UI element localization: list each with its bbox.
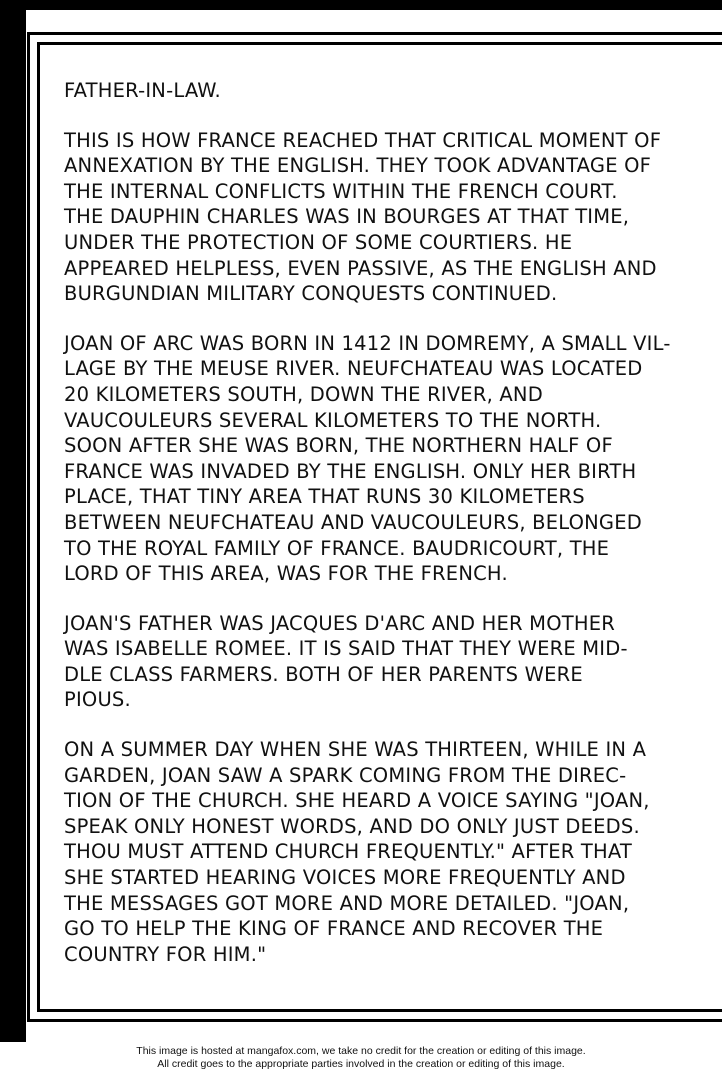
left-black-band xyxy=(0,0,26,1042)
text-line: PLACE, THAT TINY AREA THAT RUNS 30 KILOMETERS xyxy=(64,485,585,509)
paragraph-3 xyxy=(64,331,694,587)
text-line: SPEAK ONLY HONEST WORDS, AND DO ONLY JUST DEEDS. xyxy=(64,814,640,838)
text-line: PIOUS. xyxy=(64,688,131,712)
text-line: ANNEXATION BY THE ENGLISH. THEY TOOK ADVANTAGE OF xyxy=(64,154,652,178)
narrative-text xyxy=(64,78,694,991)
text-line: GO TO HELP THE KING OF FRANCE AND RECOVER THE xyxy=(64,917,604,941)
text-line: COUNTRY FOR HIM." xyxy=(64,942,267,966)
text-line: WAS ISABELLE ROMEE. IT IS SAID THAT THEY WERE MID- xyxy=(64,637,628,661)
text-line: GARDEN, JOAN SAW A SPARK COMING FROM THE DIREC- xyxy=(64,763,627,787)
text-line: THOU MUST ATTEND CHURCH FREQUENTLY." AFTER THAT xyxy=(64,840,633,864)
text-line: THE DAUPHIN CHARLES WAS IN BOURGES AT THAT TIME, xyxy=(64,205,630,229)
text-line: LAGE BY THE MEUSE RIVER. NEUFCHATEAU WAS LOCATED xyxy=(64,357,643,381)
text-line: LORD OF THIS AREA, WAS FOR THE FRENCH. xyxy=(64,562,508,586)
paragraph-5 xyxy=(64,737,694,967)
hosting-credit-footer xyxy=(0,1045,722,1071)
text-line: JOAN'S FATHER WAS JACQUES D'ARC AND HER MOTHER xyxy=(64,611,615,635)
paragraph-2 xyxy=(64,128,694,307)
paragraph-1 xyxy=(64,78,694,104)
text-line: THE INTERNAL CONFLICTS WITHIN THE FRENCH COURT. xyxy=(64,179,618,203)
footer-line-1: This image is hosted at mangafox.com, we take no credit for the creation or editing of this image. xyxy=(136,1045,586,1057)
text-line: TION OF THE CHURCH. SHE HEARD A VOICE SAYING "JOAN, xyxy=(64,789,650,813)
text-line: TO THE ROYAL FAMILY OF FRANCE. BAUDRICOURT, THE xyxy=(64,536,610,560)
text-line: DLE CLASS FARMERS. BOTH OF HER PARENTS WERE xyxy=(64,662,583,686)
text-line: BURGUNDIAN MILITARY CONQUESTS CONTINUED. xyxy=(64,282,558,306)
text-line: ON A SUMMER DAY WHEN SHE WAS THIRTEEN, WHILE IN A xyxy=(64,738,647,762)
text-line: 20 KILOMETERS SOUTH, DOWN THE RIVER, AND xyxy=(64,382,543,406)
paragraph-4 xyxy=(64,611,694,713)
text-line: VAUCOULEURS SEVERAL KILOMETERS TO THE NORTH. xyxy=(64,408,602,432)
text-line: THIS IS HOW FRANCE REACHED THAT CRITICAL MOMENT OF xyxy=(64,128,662,152)
text-line: FRANCE WAS INVADED BY THE ENGLISH. ONLY HER BIRTH xyxy=(64,459,637,483)
text-line: BETWEEN NEUFCHATEAU AND VAUCOULEURS, BELONGED xyxy=(64,510,642,534)
footer-line-2: All credit goes to the appropriate parties involved in the creation or editing of this image. xyxy=(157,1058,565,1070)
text-line: APPEARED HELPLESS, EVEN PASSIVE, AS THE ENGLISH AND xyxy=(64,256,657,280)
text-line: SHE STARTED HEARING VOICES MORE FREQUENTLY AND xyxy=(64,866,626,890)
text-line: UNDER THE PROTECTION OF SOME COURTIERS. HE xyxy=(64,230,573,254)
top-black-band xyxy=(0,0,722,10)
text-line: FATHER-IN-LAW. xyxy=(64,79,221,102)
text-line: THE MESSAGES GOT MORE AND MORE DETAILED. "JOAN, xyxy=(64,891,630,915)
text-line: JOAN OF ARC WAS BORN IN 1412 IN DOMREMY, A SMALL VIL- xyxy=(64,331,671,355)
text-line: SOON AFTER SHE WAS BORN, THE NORTHERN HALF OF xyxy=(64,434,613,458)
